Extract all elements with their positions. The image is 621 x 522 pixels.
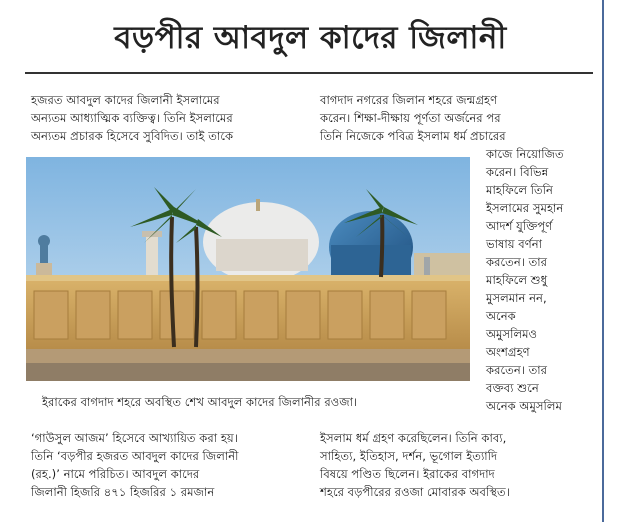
col1-bottom-line: ‘গাউসুল আজম’ হিসেবে আখ্যায়িত করা হয়। xyxy=(31,431,238,445)
col2-top-line: করেন। শিক্ষা-দীক্ষায় পূর্ণতা অর্জনের পর xyxy=(320,111,501,125)
col1-top-line: হজরত আবদুল কাদের জিলানী ইসলামের xyxy=(31,93,220,107)
col2-bottom-line: বিষয়ে পণ্ডিত ছিলেন। ইরাকের বাগদাদ xyxy=(320,467,495,481)
side-col-line: অনেক xyxy=(486,309,516,323)
side-col-line: কাজে নিয়োজিত xyxy=(486,147,564,161)
side-col-line: অমুসলিমও xyxy=(486,327,538,341)
side-col-line: ইসলামের সুমহান xyxy=(486,201,564,215)
article-title: বড়পীর আবদুল কাদের জিলানী xyxy=(114,20,507,56)
col2-top-line: বাগদাদ নগরের জিলান শহরে জন্মগ্রহণ xyxy=(320,93,498,107)
shrine-photo xyxy=(26,157,470,381)
side-col-line: করতেন। তার xyxy=(486,255,548,269)
side-col-line: করতেন। তার xyxy=(486,363,548,377)
side-col-line: অংশগ্রহণ xyxy=(486,345,530,359)
col1-bottom-line: (রহ.)’ নামে পরিচিত। আবদুল কাদের xyxy=(31,467,200,481)
col2-top-line: তিনি নিজেকে পবিত্র ইসলাম ধর্ম প্রচারের xyxy=(320,129,506,143)
col1-top-line: অন্যতম প্রচারক হিসেবে সুবিদিত। তাই তাকে xyxy=(31,129,234,143)
col2-bottom-line: সাহিত্য, ইতিহাস, দর্শন, ভূগোল ইত্যাদি xyxy=(320,449,498,463)
side-col-line: করেন। বিভিন্ন xyxy=(486,165,549,179)
side-col-line: ভাষায় বর্ণনা xyxy=(486,237,543,251)
title-rule xyxy=(25,72,593,74)
side-col-line: অনেক অমুসলিম xyxy=(486,399,562,413)
page-edge-line xyxy=(602,0,604,522)
col1-top-line: অন্যতম আধ্যাত্মিক ব্যক্তিত্ব। তিনি ইসলামের xyxy=(31,111,233,125)
col1-bottom-line: তিনি ‘বড়পীর হজরত আবদুল কাদের জিলানী xyxy=(31,449,239,463)
col2-bottom-line: ইসলাম ধর্ম গ্রহণ করেছিলেন। তিনি কাব্য, xyxy=(320,431,507,445)
side-col-line: বক্তব্য শুনে xyxy=(486,381,539,395)
side-col-line: মাহফিলে তিনি xyxy=(486,183,553,197)
side-col-line: আদর্শ যুক্তিপূর্ণ xyxy=(486,219,553,233)
col2-bottom-line: শহরে বড়পীরের রওজা মোবারক অবস্থিত। xyxy=(320,485,510,499)
side-col-line: মুসলমান নন, xyxy=(486,291,547,305)
col1-bottom-line: জিলানী হিজরি ৪৭১ হিজরির ১ রমজান xyxy=(31,485,215,499)
side-col-line: মাহফিলে শুধু xyxy=(486,273,548,287)
photo-caption: ইরাকের বাগদাদ শহরে অবস্থিত শেখ আবদুল কাদের জিলানীর রওজা। xyxy=(42,395,358,409)
